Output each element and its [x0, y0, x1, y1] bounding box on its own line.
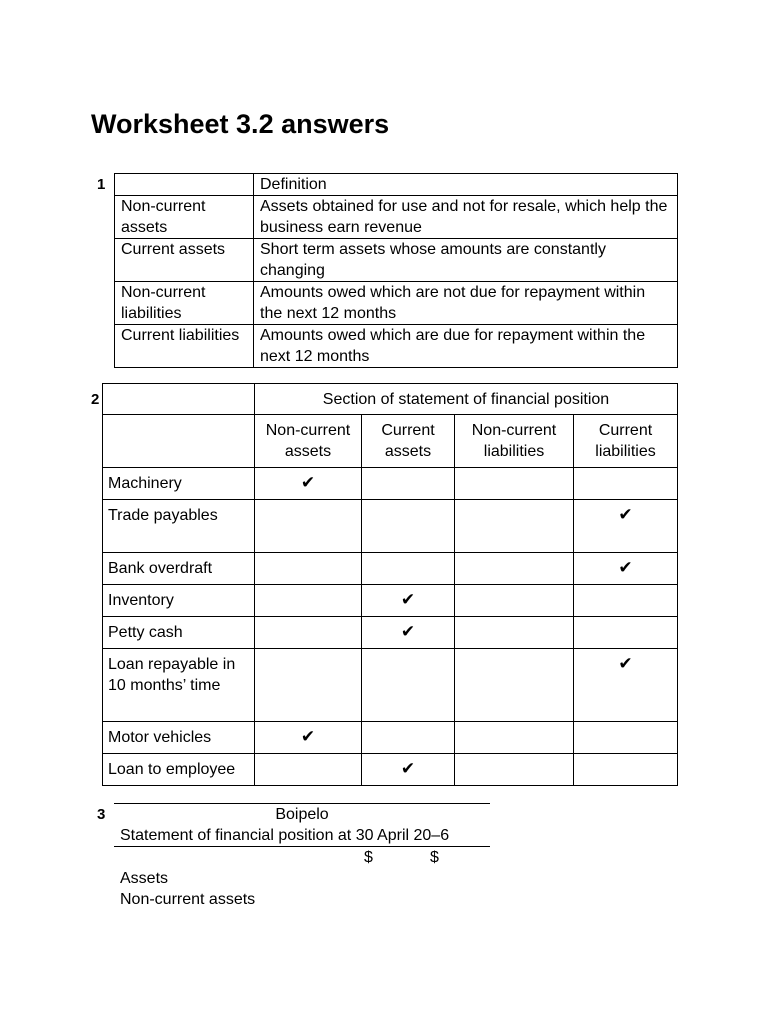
item-cell: Motor vehicles	[103, 722, 255, 754]
check-cell	[362, 468, 455, 500]
check-mark-icon: ✔	[300, 473, 316, 492]
check-cell	[574, 649, 678, 722]
header-cell-definition: Definition	[254, 174, 678, 196]
currency-label: $	[364, 849, 373, 866]
table-row	[103, 649, 678, 722]
item-cell: Inventory	[103, 585, 255, 617]
check-cell	[574, 553, 678, 585]
table-row	[115, 239, 678, 282]
item-cell: Bank overdraft	[103, 553, 255, 585]
table-row	[115, 196, 678, 239]
item-cell: Petty cash	[103, 617, 255, 649]
table-row	[103, 585, 678, 617]
question-number-2: 2	[91, 391, 100, 408]
check-cell	[455, 722, 574, 754]
currency-label: $	[430, 849, 439, 866]
table-row	[103, 617, 678, 649]
empty-header-cell	[103, 384, 255, 415]
company-name: Boipelo	[275, 806, 329, 823]
definition-cell: Amounts owed which are not due for repayment within the next 12 months	[254, 282, 678, 325]
check-cell	[362, 500, 455, 553]
check-cell	[574, 468, 678, 500]
column-header-row	[103, 415, 678, 468]
check-cell	[455, 468, 574, 500]
classification-rows	[103, 468, 678, 786]
item-cell: Trade payables	[103, 500, 255, 553]
definition-cell: Amounts owed which are due for repayment within the next 12 months	[254, 325, 678, 368]
check-cell	[362, 553, 455, 585]
definition-cell: Assets obtained for use and not for resale, which help the business earn revenue	[254, 196, 678, 239]
check-cell	[574, 754, 678, 786]
check-cell	[455, 585, 574, 617]
assets-heading: Assets	[120, 870, 169, 887]
check-cell	[255, 500, 362, 553]
check-mark-icon: ✔	[400, 759, 416, 778]
check-mark-icon: ✔	[300, 727, 316, 746]
check-mark-icon: ✔	[400, 590, 416, 609]
check-cell	[362, 617, 455, 649]
item-cell: Loan to employee	[103, 754, 255, 786]
check-cell	[255, 722, 362, 754]
header-cell-term	[115, 174, 254, 196]
check-cell	[455, 754, 574, 786]
section-header-row	[103, 384, 678, 415]
table-row	[103, 553, 678, 585]
definition-cell: Short term assets whose amounts are constantly changing	[254, 239, 678, 282]
statement-title: Statement of financial position at 30 April 20–6	[120, 827, 450, 844]
section-header-cell: Section of statement of financial position	[255, 384, 678, 415]
check-mark-icon: ✔	[618, 558, 633, 577]
column-header-non-current-assets: Non-current assets	[255, 415, 362, 468]
check-cell	[255, 585, 362, 617]
item-cell: Machinery	[103, 468, 255, 500]
check-cell	[455, 553, 574, 585]
check-cell	[362, 649, 455, 722]
table-row	[103, 722, 678, 754]
term-cell: Non-current liabilities	[115, 282, 254, 325]
table-row	[103, 500, 678, 553]
currency-header-row	[114, 847, 490, 868]
financial-statement-section	[114, 803, 490, 910]
check-cell	[574, 585, 678, 617]
empty-header-cell	[103, 415, 255, 468]
check-cell	[255, 754, 362, 786]
column-header-current-assets: Current assets	[362, 415, 455, 468]
term-cell: Current assets	[115, 239, 254, 282]
check-cell	[455, 617, 574, 649]
item-cell: Loan repayable in 10 months’ time	[103, 649, 255, 722]
question-number-3: 3	[97, 806, 106, 823]
check-cell	[255, 553, 362, 585]
check-mark-icon: ✔	[618, 505, 633, 524]
check-cell	[574, 500, 678, 553]
table-row	[115, 325, 678, 368]
check-cell	[362, 754, 455, 786]
column-header-non-current-liabilities: Non-current liabilities	[455, 415, 574, 468]
table-row	[103, 468, 678, 500]
column-header-current-liabilities: Current liabilities	[574, 415, 678, 468]
term-cell: Non-current assets	[115, 196, 254, 239]
page-title: Worksheet 3.2 answers	[91, 109, 390, 139]
check-cell	[455, 649, 574, 722]
check-cell	[362, 722, 455, 754]
table-row	[103, 754, 678, 786]
non-current-assets-heading: Non-current assets	[120, 891, 256, 908]
check-mark-icon: ✔	[618, 654, 633, 673]
check-cell	[255, 468, 362, 500]
check-cell	[362, 585, 455, 617]
definitions-table	[114, 173, 678, 368]
table-header-row	[115, 174, 678, 196]
question-number-1: 1	[97, 176, 106, 193]
check-cell	[255, 617, 362, 649]
check-cell	[574, 722, 678, 754]
check-cell	[574, 617, 678, 649]
check-mark-icon: ✔	[400, 622, 416, 641]
check-cell	[255, 649, 362, 722]
table-row	[115, 282, 678, 325]
classification-table	[102, 383, 678, 786]
term-cell: Current liabilities	[115, 325, 254, 368]
check-cell	[455, 500, 574, 553]
